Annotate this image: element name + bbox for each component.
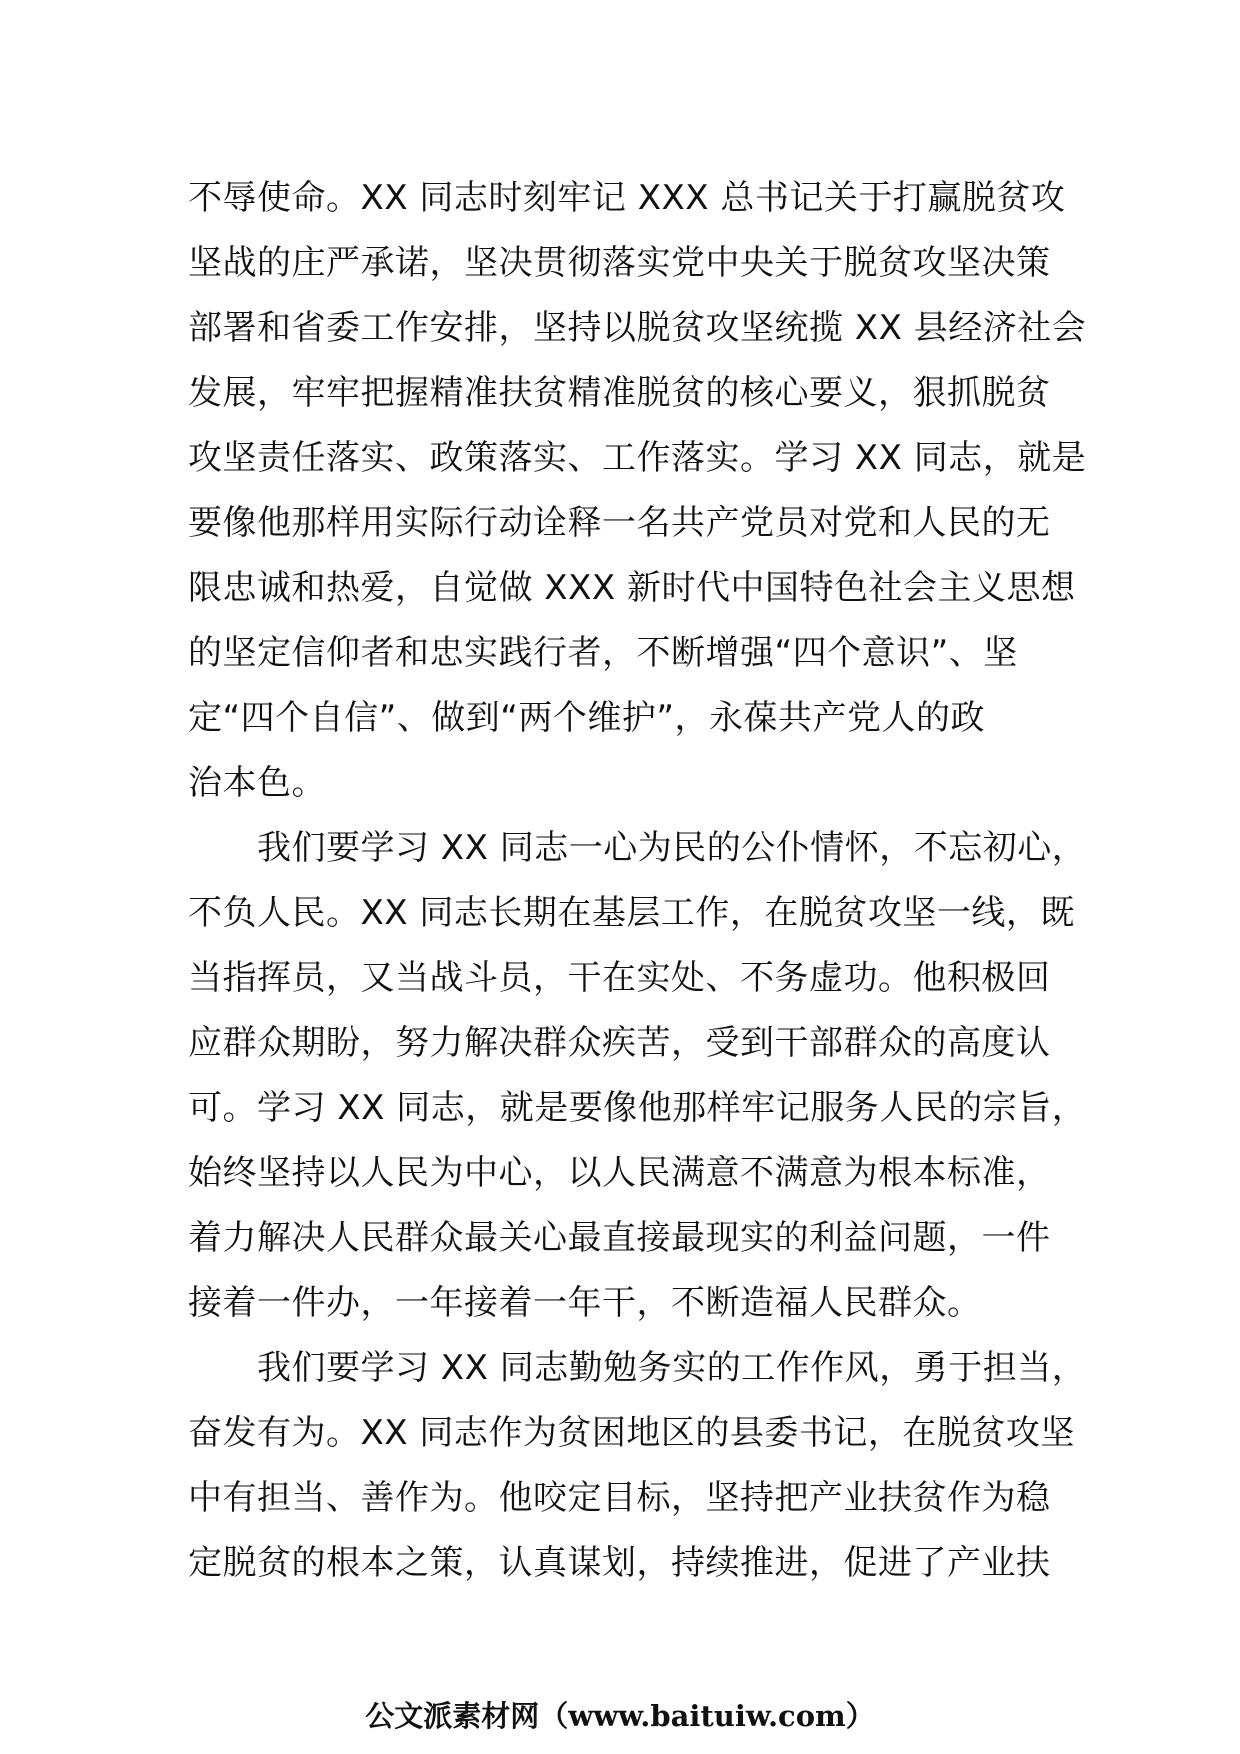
text-line: 限忠诚和热爱，自觉做 XXX 新时代中国特色社会主义思想	[188, 568, 1076, 608]
text-line: 部署和省委工作安排，坚持以脱贫攻坚统揽 XX 县经济社会	[188, 308, 1087, 348]
text-line: 着力解决人民群众最关心最直接最现实的利益问题，一件	[188, 1218, 1051, 1258]
text-line: 我们要学习 XX 同志一心为民的公仆情怀，不忘初心，	[188, 828, 1087, 868]
text-line: 要像他那样用实际行动诠释一名共产党员对党和人民的无	[188, 503, 1051, 543]
footer-watermark: 公文派素材网（www.baituiw.com）	[365, 1699, 875, 1733]
text-line: 我们要学习 XX 同志勤勉务实的工作作风，勇于担当，	[188, 1348, 1087, 1388]
text-line: 的坚定信仰者和忠实践行者，不断增强“四个意识”、坚	[188, 633, 1018, 673]
text-line: 不负人民。XX 同志长期在基层工作，在脱贫攻坚一线，既	[188, 893, 1075, 933]
text-line: 奋发有为。XX 同志作为贫困地区的县委书记，在脱贫攻坚	[188, 1413, 1075, 1453]
text-line: 攻坚责任落实、政策落实、工作落实。学习 XX 同志，就是	[188, 438, 1087, 478]
text-line: 定“四个自信”、做到“两个维护”，永葆共产党人的政	[188, 698, 985, 738]
text-line: 可。学习 XX 同志，就是要像他那样牢记服务人民的宗旨，	[188, 1088, 1087, 1128]
text-line: 不辱使命。XX 同志时刻牢记 XXX 总书记关于打赢脱贫攻	[188, 178, 1066, 218]
text-line: 坚战的庄严承诺，坚决贯彻落实党中央关于脱贫攻坚决策	[188, 243, 1051, 283]
text-line: 接着一件办，一年接着一年干，不断造福人民群众。	[188, 1283, 982, 1323]
text-line: 当指挥员，又当战斗员，干在实处、不务虚功。他积极回	[188, 958, 1051, 998]
document-body	[188, 166, 1087, 1596]
text-line: 治本色。	[188, 763, 326, 803]
text-line: 定脱贫的根本之策，认真谋划，持续推进，促进了产业扶	[188, 1543, 1051, 1583]
text-line: 发展，牢牢把握精准扶贫精准脱贫的核心要义，狠抓脱贫	[188, 373, 1051, 413]
text-line: 始终坚持以人民为中心，以人民满意不满意为根本标准，	[188, 1153, 1051, 1193]
text-line: 应群众期盼，努力解决群众疾苦，受到干部群众的高度认	[188, 1023, 1051, 1063]
text-line: 中有担当、善作为。他咬定目标，坚持把产业扶贫作为稳	[188, 1478, 1051, 1518]
